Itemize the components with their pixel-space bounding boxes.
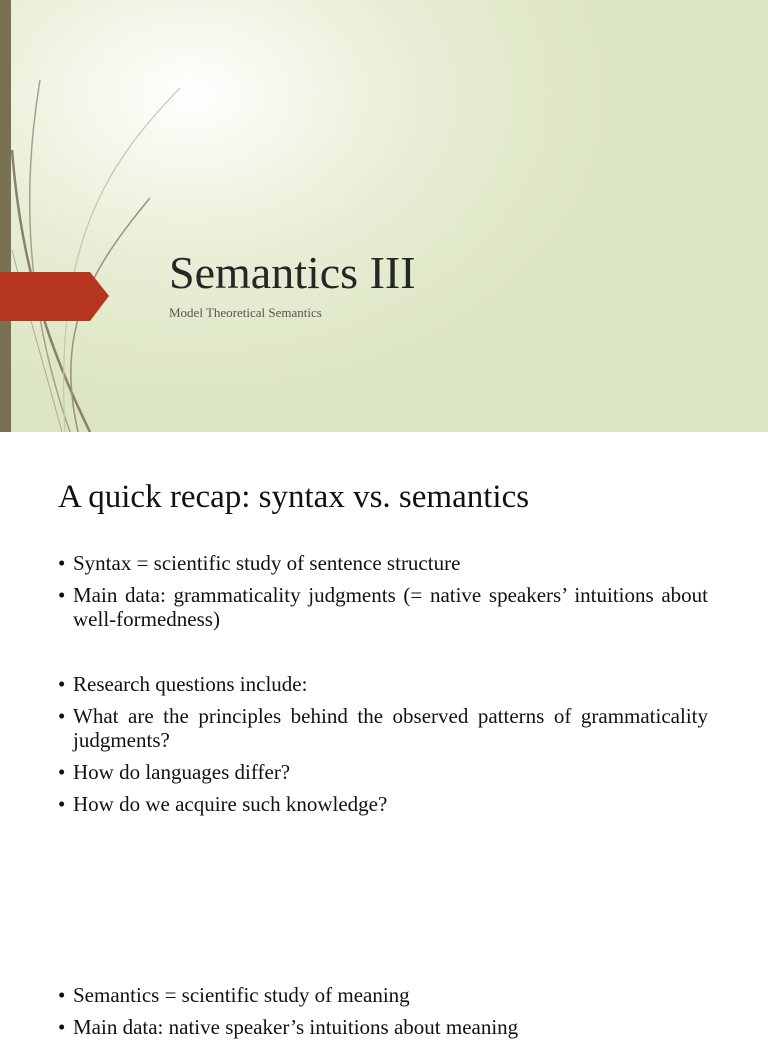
- bullet-item: [58, 760, 708, 784]
- bullet-icon: •: [58, 760, 66, 784]
- bullet-item: [58, 983, 708, 1007]
- bullet-text: How do languages differ?: [73, 760, 291, 784]
- bullet-text: How do we acquire such knowledge?: [73, 792, 388, 816]
- bullet-text: What are the principles behind the observed patterns of grammaticality judgments?: [73, 704, 708, 752]
- bullet-text: Semantics = scientific study of meaning: [73, 983, 410, 1007]
- bullet-icon: •: [58, 792, 66, 816]
- bullet-icon: •: [58, 983, 66, 1007]
- red-arrow-tab: [0, 272, 112, 322]
- bullet-item: [58, 1015, 708, 1039]
- bullet-text: Main data: grammaticality judgments (= native speakers’ intuitions about well-formedness): [73, 583, 708, 631]
- slide-subtitle: Model Theoretical Semantics: [169, 305, 322, 320]
- bullet-list: [58, 551, 708, 1047]
- bullet-text: Research questions include:: [73, 672, 308, 696]
- bullet-icon: •: [58, 672, 66, 696]
- bullet-item: [58, 583, 708, 631]
- bullet-text: Syntax = scientific study of sentence structure: [73, 551, 461, 575]
- bullet-icon: •: [58, 583, 66, 607]
- bullet-item: [58, 672, 708, 696]
- slide-heading: A quick recap: syntax vs. semantics: [58, 479, 530, 515]
- title-slide: [0, 0, 768, 432]
- slide-title: Semantics III: [169, 247, 416, 298]
- decorative-swirl-lines: [0, 0, 200, 432]
- bullet-icon: •: [58, 551, 66, 575]
- bullet-text: Main data: native speaker’s intuitions about meaning: [73, 1015, 519, 1039]
- content-slide: [0, 432, 768, 1039]
- bullet-item: [58, 792, 708, 816]
- bullet-icon: •: [58, 1015, 66, 1039]
- bullet-icon: •: [58, 704, 66, 728]
- bullet-item: [58, 704, 708, 752]
- bullet-item: [58, 551, 708, 575]
